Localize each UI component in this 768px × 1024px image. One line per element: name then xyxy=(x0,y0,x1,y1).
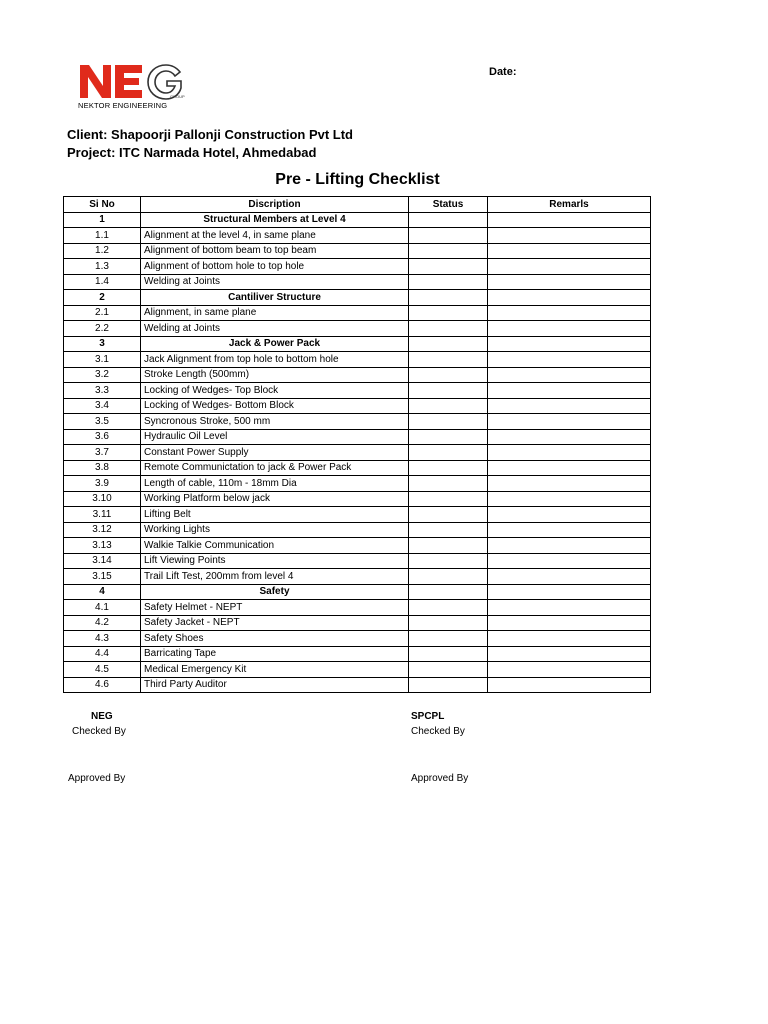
status-cell xyxy=(409,274,488,290)
description-cell: Lifting Belt xyxy=(141,507,409,523)
remarks-cell xyxy=(488,476,651,492)
si-no-cell: 1.1 xyxy=(64,228,141,244)
si-no-cell: 4.6 xyxy=(64,677,141,693)
si-no-cell: 4.1 xyxy=(64,600,141,616)
si-no-cell: 4 xyxy=(64,584,141,600)
remarks-cell xyxy=(488,615,651,631)
table-row xyxy=(64,383,651,399)
approved-by-right: Approved By xyxy=(411,773,469,784)
remarks-cell xyxy=(488,228,651,244)
si-no-cell: 3.8 xyxy=(64,460,141,476)
status-cell xyxy=(409,569,488,585)
status-cell xyxy=(409,646,488,662)
si-no-cell: 3.6 xyxy=(64,429,141,445)
si-no-cell: 3 xyxy=(64,336,141,352)
table-row xyxy=(64,414,651,430)
description-cell: Locking of Wedges- Top Block xyxy=(141,383,409,399)
remarks-cell xyxy=(488,383,651,399)
signature-org-left: NEG xyxy=(91,711,113,722)
table-row xyxy=(64,569,651,585)
si-no-cell: 1.3 xyxy=(64,259,141,275)
status-cell xyxy=(409,584,488,600)
description-cell: Safety Shoes xyxy=(141,631,409,647)
status-cell xyxy=(409,259,488,275)
table-row xyxy=(64,228,651,244)
table-row xyxy=(64,429,651,445)
description-cell: Alignment at the level 4, in same plane xyxy=(141,228,409,244)
status-cell xyxy=(409,383,488,399)
description-cell: Walkie Talkie Communication xyxy=(141,538,409,554)
si-no-cell: 2.1 xyxy=(64,305,141,321)
status-cell xyxy=(409,352,488,368)
si-no-cell: 3.3 xyxy=(64,383,141,399)
remarks-cell xyxy=(488,352,651,368)
signature-org-right: SPCPL xyxy=(411,711,445,722)
description-cell: Alignment of bottom hole to top hole xyxy=(141,259,409,275)
table-row xyxy=(64,305,651,321)
description-cell: Jack Alignment from top hole to bottom hole xyxy=(141,352,409,368)
client-line: Client: Shapoorji Pallonji Construction Pvt Ltd xyxy=(67,127,353,142)
page-title: Pre - Lifting Checklist xyxy=(275,171,440,188)
checklist-body xyxy=(64,212,651,693)
neg-logo-mark xyxy=(78,62,188,102)
remarks-cell xyxy=(488,569,651,585)
si-no-cell: 3.12 xyxy=(64,522,141,538)
table-row xyxy=(64,274,651,290)
description-cell: Welding at Joints xyxy=(141,274,409,290)
status-cell xyxy=(409,243,488,259)
si-no-cell: 3.13 xyxy=(64,538,141,554)
remarks-cell xyxy=(488,259,651,275)
section-row xyxy=(64,584,651,600)
remarks-cell xyxy=(488,336,651,352)
date-label: Date: xyxy=(489,66,517,78)
table-row xyxy=(64,445,651,461)
description-cell: Welding at Joints xyxy=(141,321,409,337)
remarks-cell xyxy=(488,243,651,259)
description-cell: Remote Communictation to jack & Power Pack xyxy=(141,460,409,476)
table-row xyxy=(64,662,651,678)
si-no-cell: 3.2 xyxy=(64,367,141,383)
si-no-cell: 4.3 xyxy=(64,631,141,647)
table-row xyxy=(64,646,651,662)
si-no-cell: 1.2 xyxy=(64,243,141,259)
status-cell xyxy=(409,398,488,414)
remarks-cell xyxy=(488,367,651,383)
remarks-cell xyxy=(488,631,651,647)
status-cell xyxy=(409,336,488,352)
table-row xyxy=(64,367,651,383)
status-cell xyxy=(409,305,488,321)
remarks-cell xyxy=(488,429,651,445)
section-row xyxy=(64,336,651,352)
status-cell xyxy=(409,522,488,538)
status-cell xyxy=(409,662,488,678)
status-cell xyxy=(409,228,488,244)
si-no-cell: 2.2 xyxy=(64,321,141,337)
remarks-cell xyxy=(488,398,651,414)
remarks-cell xyxy=(488,321,651,337)
remarks-cell xyxy=(488,522,651,538)
si-no-cell: 3.15 xyxy=(64,569,141,585)
si-no-cell: 4.5 xyxy=(64,662,141,678)
table-row xyxy=(64,321,651,337)
column-header-remarks: Remarls xyxy=(488,197,651,213)
remarks-cell xyxy=(488,538,651,554)
description-cell: Barricating Tape xyxy=(141,646,409,662)
si-no-cell: 1 xyxy=(64,212,141,228)
section-row xyxy=(64,212,651,228)
status-cell xyxy=(409,677,488,693)
description-cell: Length of cable, 110m - 18mm Dia xyxy=(141,476,409,492)
status-cell xyxy=(409,445,488,461)
remarks-cell xyxy=(488,600,651,616)
remarks-cell xyxy=(488,460,651,476)
table-header-row xyxy=(64,197,651,213)
status-cell xyxy=(409,538,488,554)
table-row xyxy=(64,491,651,507)
description-cell: Locking of Wedges- Bottom Block xyxy=(141,398,409,414)
table-row xyxy=(64,352,651,368)
description-cell: Alignment of bottom beam to top beam xyxy=(141,243,409,259)
table-row xyxy=(64,600,651,616)
si-no-cell: 3.1 xyxy=(64,352,141,368)
description-cell: Jack & Power Pack xyxy=(141,336,409,352)
description-cell: Stroke Length (500mm) xyxy=(141,367,409,383)
status-cell xyxy=(409,507,488,523)
table-row xyxy=(64,615,651,631)
si-no-cell: 4.2 xyxy=(64,615,141,631)
table-row xyxy=(64,259,651,275)
description-cell: Medical Emergency Kit xyxy=(141,662,409,678)
description-cell: Hydraulic Oil Level xyxy=(141,429,409,445)
column-header-status: Status xyxy=(409,197,488,213)
status-cell xyxy=(409,460,488,476)
table-row xyxy=(64,507,651,523)
si-no-cell: 3.11 xyxy=(64,507,141,523)
remarks-cell xyxy=(488,491,651,507)
remarks-cell xyxy=(488,646,651,662)
table-row xyxy=(64,460,651,476)
column-header-description: Discription xyxy=(141,197,409,213)
table-row xyxy=(64,243,651,259)
status-cell xyxy=(409,600,488,616)
section-row xyxy=(64,290,651,306)
status-cell xyxy=(409,553,488,569)
status-cell xyxy=(409,476,488,492)
description-cell: Working Lights xyxy=(141,522,409,538)
si-no-cell: 3.9 xyxy=(64,476,141,492)
status-cell xyxy=(409,367,488,383)
remarks-cell xyxy=(488,212,651,228)
description-cell: Structural Members at Level 4 xyxy=(141,212,409,228)
si-no-cell: 3.5 xyxy=(64,414,141,430)
svg-text:GROUP: GROUP xyxy=(170,94,185,99)
description-cell: Safety xyxy=(141,584,409,600)
remarks-cell xyxy=(488,414,651,430)
description-cell: Constant Power Supply xyxy=(141,445,409,461)
approved-by-left: Approved By xyxy=(68,773,126,784)
status-cell xyxy=(409,615,488,631)
description-cell: Alignment, in same plane xyxy=(141,305,409,321)
status-cell xyxy=(409,631,488,647)
status-cell xyxy=(409,414,488,430)
remarks-cell xyxy=(488,445,651,461)
table-row xyxy=(64,677,651,693)
status-cell xyxy=(409,290,488,306)
checked-by-left: Checked By xyxy=(72,726,126,737)
table-row xyxy=(64,522,651,538)
description-cell: Third Party Auditor xyxy=(141,677,409,693)
si-no-cell: 3.7 xyxy=(64,445,141,461)
si-no-cell: 3.4 xyxy=(64,398,141,414)
si-no-cell: 3.10 xyxy=(64,491,141,507)
status-cell xyxy=(409,212,488,228)
table-row xyxy=(64,631,651,647)
status-cell xyxy=(409,321,488,337)
status-cell xyxy=(409,491,488,507)
table-row xyxy=(64,538,651,554)
description-cell: Lift Viewing Points xyxy=(141,553,409,569)
checked-by-right: Checked By xyxy=(411,726,465,737)
table-row xyxy=(64,476,651,492)
remarks-cell xyxy=(488,507,651,523)
description-cell: Working Platform below jack xyxy=(141,491,409,507)
company-name: NEKTOR ENGINEERING xyxy=(78,101,168,110)
remarks-cell xyxy=(488,290,651,306)
remarks-cell xyxy=(488,584,651,600)
checklist-table xyxy=(63,196,651,693)
description-cell: Cantiliver Structure xyxy=(141,290,409,306)
description-cell: Syncronous Stroke, 500 mm xyxy=(141,414,409,430)
status-cell xyxy=(409,429,488,445)
project-line: Project: ITC Narmada Hotel, Ahmedabad xyxy=(67,145,317,160)
company-logo xyxy=(78,62,188,112)
table-row xyxy=(64,398,651,414)
description-cell: Safety Jacket - NEPT xyxy=(141,615,409,631)
remarks-cell xyxy=(488,553,651,569)
description-cell: Safety Helmet - NEPT xyxy=(141,600,409,616)
table-row xyxy=(64,553,651,569)
remarks-cell xyxy=(488,305,651,321)
remarks-cell xyxy=(488,662,651,678)
si-no-cell: 1.4 xyxy=(64,274,141,290)
description-cell: Trail Lift Test, 200mm from level 4 xyxy=(141,569,409,585)
si-no-cell: 3.14 xyxy=(64,553,141,569)
remarks-cell xyxy=(488,677,651,693)
si-no-cell: 4.4 xyxy=(64,646,141,662)
column-header-si-no: Si No xyxy=(64,197,141,213)
si-no-cell: 2 xyxy=(64,290,141,306)
remarks-cell xyxy=(488,274,651,290)
